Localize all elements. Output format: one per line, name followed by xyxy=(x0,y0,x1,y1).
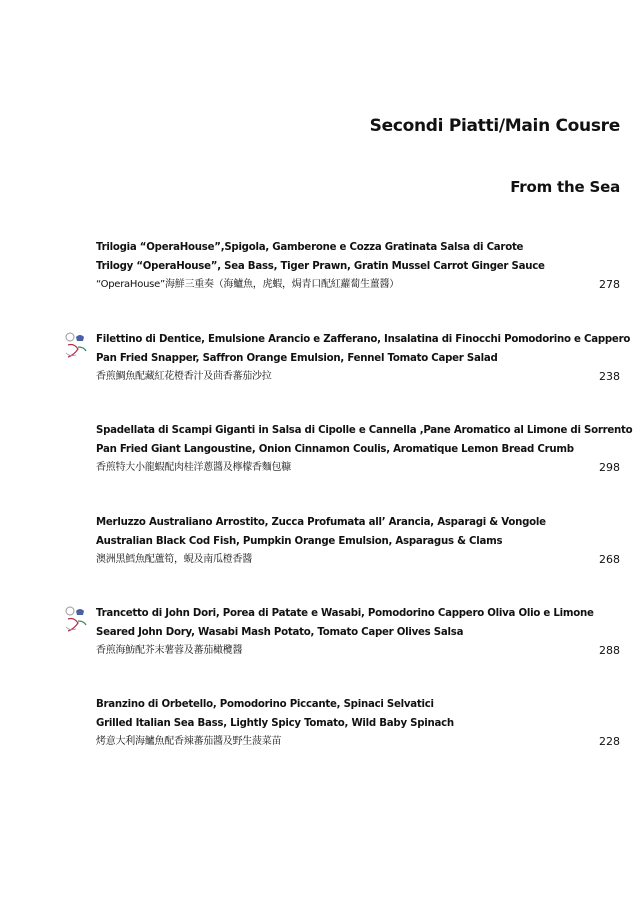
english-name: Pan Fried Giant Langoustine, Onion Cinnamon Coulis, Aromatique Lemon Bread Crumb xyxy=(96,444,574,455)
italian-name: Merluzzo Australiano Arrostito, Zucca Profumata all’ Arancia, Asparagi & Vongole xyxy=(96,517,546,528)
english-name: Australian Black Cod Fish, Pumpkin Orange Emulsion, Asparagus & Clams xyxy=(96,536,503,547)
english-name: Grilled Italian Sea Bass, Lightly Spicy Tomato, Wild Baby Spinach xyxy=(96,718,454,729)
italian-name: Branzino di Orbetello, Pomodorino Piccante, Spinaci Selvatici xyxy=(96,699,434,710)
menu-item xyxy=(96,424,633,484)
price: 238 xyxy=(599,370,620,383)
menu-item xyxy=(96,241,620,301)
chinese-name: 烤意大利海鱸魚配香辣蕃茄醬及野生菠菜苗 xyxy=(96,736,282,747)
price: 228 xyxy=(599,735,620,748)
chef-recommendation-icon xyxy=(64,331,90,359)
english-name: Pan Fried Snapper, Saffron Orange Emulsion, Fennel Tomato Caper Salad xyxy=(96,353,498,364)
italian-name: Spadellata di Scampi Giganti in Salsa di Cipolle e Cannella ,Pane Aromatico al Limone di Sorrento xyxy=(96,425,633,436)
chinese-name: 澳洲黑鱈魚配蘆筍，蜆及南瓜橙香醬 xyxy=(96,554,252,565)
price: 288 xyxy=(599,644,620,657)
chef-recommendation-icon xyxy=(64,605,90,633)
menu-item xyxy=(96,698,620,758)
menu-item xyxy=(96,607,620,667)
page-title: Secondi Piatti/Main Cousre xyxy=(369,116,620,136)
price: 298 xyxy=(599,461,620,474)
chinese-name: 香煎鯛魚配藏紅花橙香汁及茴香蕃茄沙拉 xyxy=(96,371,272,382)
price: 278 xyxy=(599,278,620,291)
chinese-name: 香煎海魴配芥末薯蓉及蕃茄橄欖醬 xyxy=(96,645,243,656)
english-name: Trilogy “OperaHouse”, Sea Bass, Tiger Prawn, Gratin Mussel Carrot Ginger Sauce xyxy=(96,261,545,272)
chinese-name: “OperaHouse”海鮮三重奏（海鱸魚，虎蝦，焗青口配紅蘿蔔生薑醬） xyxy=(96,279,399,290)
chinese-name: 香煎特大小龍蝦配肉桂洋蔥醬及檸檬香麵包糠 xyxy=(96,462,291,473)
menu-item xyxy=(96,333,631,393)
price: 268 xyxy=(599,553,620,566)
italian-name: Trancetto di John Dori, Porea di Patate e Wasabi, Pomodorino Cappero Oliva Olio e Limone xyxy=(96,608,594,619)
italian-name: Filettino di Dentice, Emulsione Arancio e Zafferano, Insalatina di Finocchi Pomodorino e Cappero xyxy=(96,334,631,345)
section-title: From the Sea xyxy=(510,178,620,196)
menu-item xyxy=(96,516,620,576)
english-name: Seared John Dory, Wasabi Mash Potato, Tomato Caper Olives Salsa xyxy=(96,627,464,638)
italian-name: Trilogia “OperaHouse”,Spigola, Gamberone e Cozza Gratinata Salsa di Carote xyxy=(96,242,524,253)
